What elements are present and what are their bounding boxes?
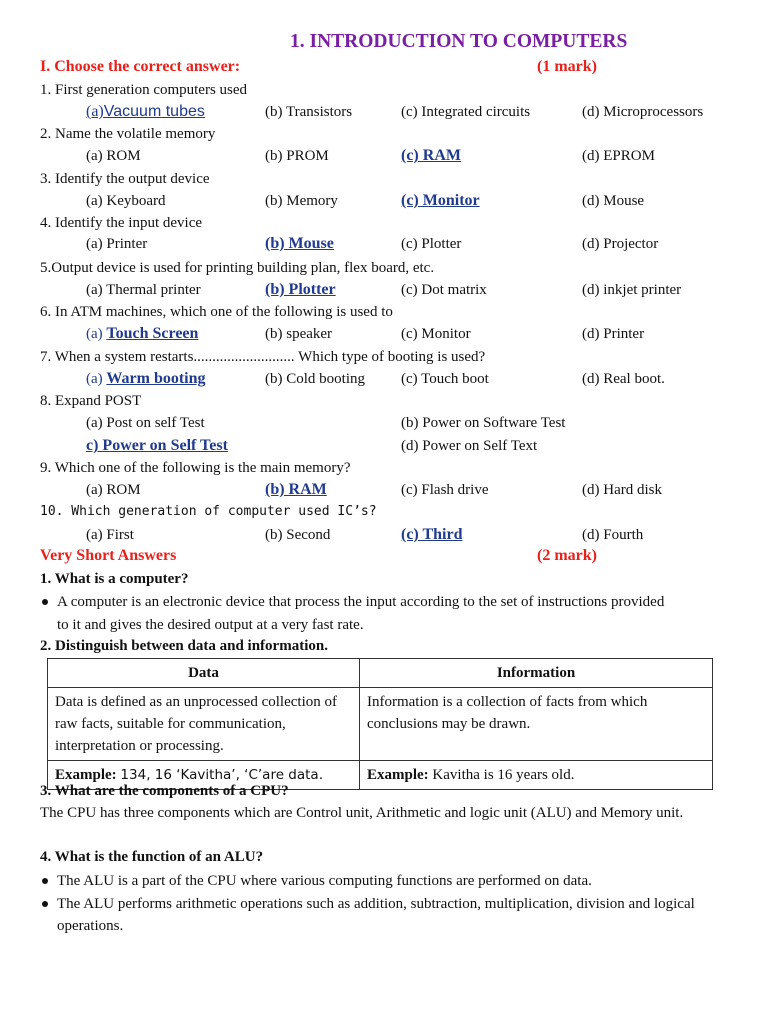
mcq-6-option-b: (b) speaker [265, 326, 333, 342]
mcq-question-5: 5.Output device is used for printing building plan, flex board, etc. [40, 260, 435, 276]
mcq-3-option-a: (a) Keyboard [86, 193, 166, 209]
mcq-question-8: 8. Expand POST [40, 393, 142, 409]
mcq-6-option-c: (c) Monitor [401, 326, 471, 342]
section-heading-mcq: I. Choose the correct answer: [40, 58, 241, 75]
mcq-4-option-a: (a) Printer [86, 236, 148, 252]
mcq-1-option-c: (c) Integrated circuits [401, 104, 531, 120]
mcq-question-6: 6. In ATM machines, which one of the following is used to [40, 304, 393, 320]
vsa-4-bullet-1: The ALU is a part of the CPU where various computing functions are performed on data. [57, 873, 592, 889]
mcq-question-2: 2. Name the volatile memory [40, 126, 216, 142]
mcq-question-10: 10. Which generation of computer used IC’s? [40, 504, 377, 519]
mcq-question-7: 7. When a system restarts........................... Which type of booting is used? [40, 349, 486, 365]
table-cell-data-definition: Data is defined as an unprocessed collection of raw facts, suitable for communication, interpretation or processing. [48, 688, 360, 761]
mcq-1-option-d: (d) Microprocessors [582, 104, 704, 120]
mcq-question-3: 3. Identify the output device [40, 171, 210, 187]
mcq-9-option-d: (d) Hard disk [582, 482, 662, 498]
table-cell-information-example [360, 761, 713, 790]
mcq-9-option-c: (c) Flash drive [401, 482, 489, 498]
information-example-label: Example: [367, 767, 429, 783]
section-marks-vsa: (2 mark) [537, 547, 597, 564]
mcq-5-correct-answer: (b) Plotter [265, 281, 336, 298]
mcq-1-option-b: (b) Transistors [265, 104, 353, 120]
section-heading-vsa: Very Short Answers [40, 547, 177, 564]
mcq-9-option-a: (a) ROM [86, 482, 141, 498]
mcq-2-option-d: (d) EPROM [582, 148, 655, 164]
mcq-3-option-b: (b) Memory [265, 193, 338, 209]
section-marks-mcq: (1 mark) [537, 58, 597, 75]
data-example-label: Example: [55, 767, 117, 783]
mcq-6-option-a-prefix: (a) [86, 326, 103, 342]
mcq-8-option-b: (b) Power on Software Test [401, 415, 566, 431]
bullet-icon [42, 901, 48, 907]
mcq-question-4: 4. Identify the input device [40, 215, 203, 231]
mcq-2-option-b: (b) PROM [265, 148, 329, 164]
mcq-10-option-d: (d) Fourth [582, 527, 644, 543]
mcq-question-1: 1. First generation computers used [40, 82, 248, 98]
data-vs-information-table [47, 658, 713, 790]
mcq-7-option-d: (d) Real boot. [582, 371, 665, 387]
mcq-7-correct-answer: Warm booting [106, 370, 206, 387]
mcq-5-option-c: (c) Dot matrix [401, 282, 487, 298]
mcq-8-correct-answer: c) Power on Self Test [86, 437, 228, 454]
vsa-question-3: 3. What are the components of a CPU? [40, 783, 289, 799]
mcq-10-option-b: (b) Second [265, 527, 331, 543]
mcq-10-option-a: (a) First [86, 527, 134, 543]
mcq-4-option-c: (c) Plotter [401, 236, 462, 252]
vsa-question-1: 1. What is a computer? [40, 571, 189, 587]
mcq-2-correct-answer: (c) RAM [401, 147, 461, 164]
mcq-5-option-d: (d) inkjet printer [582, 282, 682, 298]
mcq-1-correct-answer: Vacuum tubes [103, 103, 205, 120]
mcq-6-correct-answer: Touch Screen [106, 325, 199, 342]
table-cell-information-definition: Information is a collection of facts from which conclusions may be drawn. [360, 688, 713, 761]
mcq-4-correct-answer: (b) Mouse [265, 235, 334, 252]
mcq-7-option-c: (c) Touch boot [401, 371, 489, 387]
mcq-1-option-a-prefix: (a) [86, 103, 104, 120]
bullet-icon [42, 599, 48, 605]
table-header-data: Data [48, 659, 360, 688]
vsa-1-answer-line-2: to it and gives the desired output at a very fast rate. [57, 617, 364, 633]
vsa-4-bullet-2: The ALU performs arithmetic operations such as addition, subtraction, multiplication, division and logical operations. [57, 896, 695, 934]
vsa-question-4: 4. What is the function of an ALU? [40, 849, 264, 865]
mcq-4-option-d: (d) Projector [582, 236, 659, 252]
mcq-1-option-a [86, 103, 205, 121]
bullet-icon [42, 878, 48, 884]
mcq-question-9: 9. Which one of the following is the main memory? [40, 460, 351, 476]
mcq-7-option-b: (b) Cold booting [265, 371, 365, 387]
mcq-7-option-a [86, 370, 206, 388]
mcq-2-option-a: (a) ROM [86, 148, 141, 164]
mcq-3-option-d: (d) Mouse [582, 193, 645, 209]
data-example-value: 134, 16 ‘Kavitha’, ‘C’are data. [120, 767, 323, 783]
vsa-1-answer-line-1: A computer is an electronic device that process the input according to the set of instructions provided [57, 594, 665, 610]
information-example-value: Kavitha is 16 years old. [432, 767, 575, 783]
mcq-5-option-a: (a) Thermal printer [86, 282, 201, 298]
table-header-information: Information [360, 659, 713, 688]
vsa-question-2: 2. Distinguish between data and information. [40, 638, 328, 654]
vsa-3-answer: The CPU has three components which are Control unit, Arithmetic and logic unit (ALU) and Memory unit. [40, 805, 684, 821]
mcq-8-option-d: (d) Power on Self Text [401, 438, 538, 454]
mcq-8-option-a: (a) Post on self Test [86, 415, 205, 431]
mcq-3-correct-answer: (c) Monitor [401, 192, 480, 209]
page-title: 1. INTRODUCTION TO COMPUTERS [290, 31, 628, 52]
mcq-6-option-a [86, 325, 198, 343]
mcq-9-correct-answer: (b) RAM [265, 481, 327, 498]
mcq-10-correct-answer: (c) Third [401, 526, 463, 543]
mcq-6-option-d: (d) Printer [582, 326, 645, 342]
mcq-7-option-a-prefix: (a) [86, 371, 103, 387]
